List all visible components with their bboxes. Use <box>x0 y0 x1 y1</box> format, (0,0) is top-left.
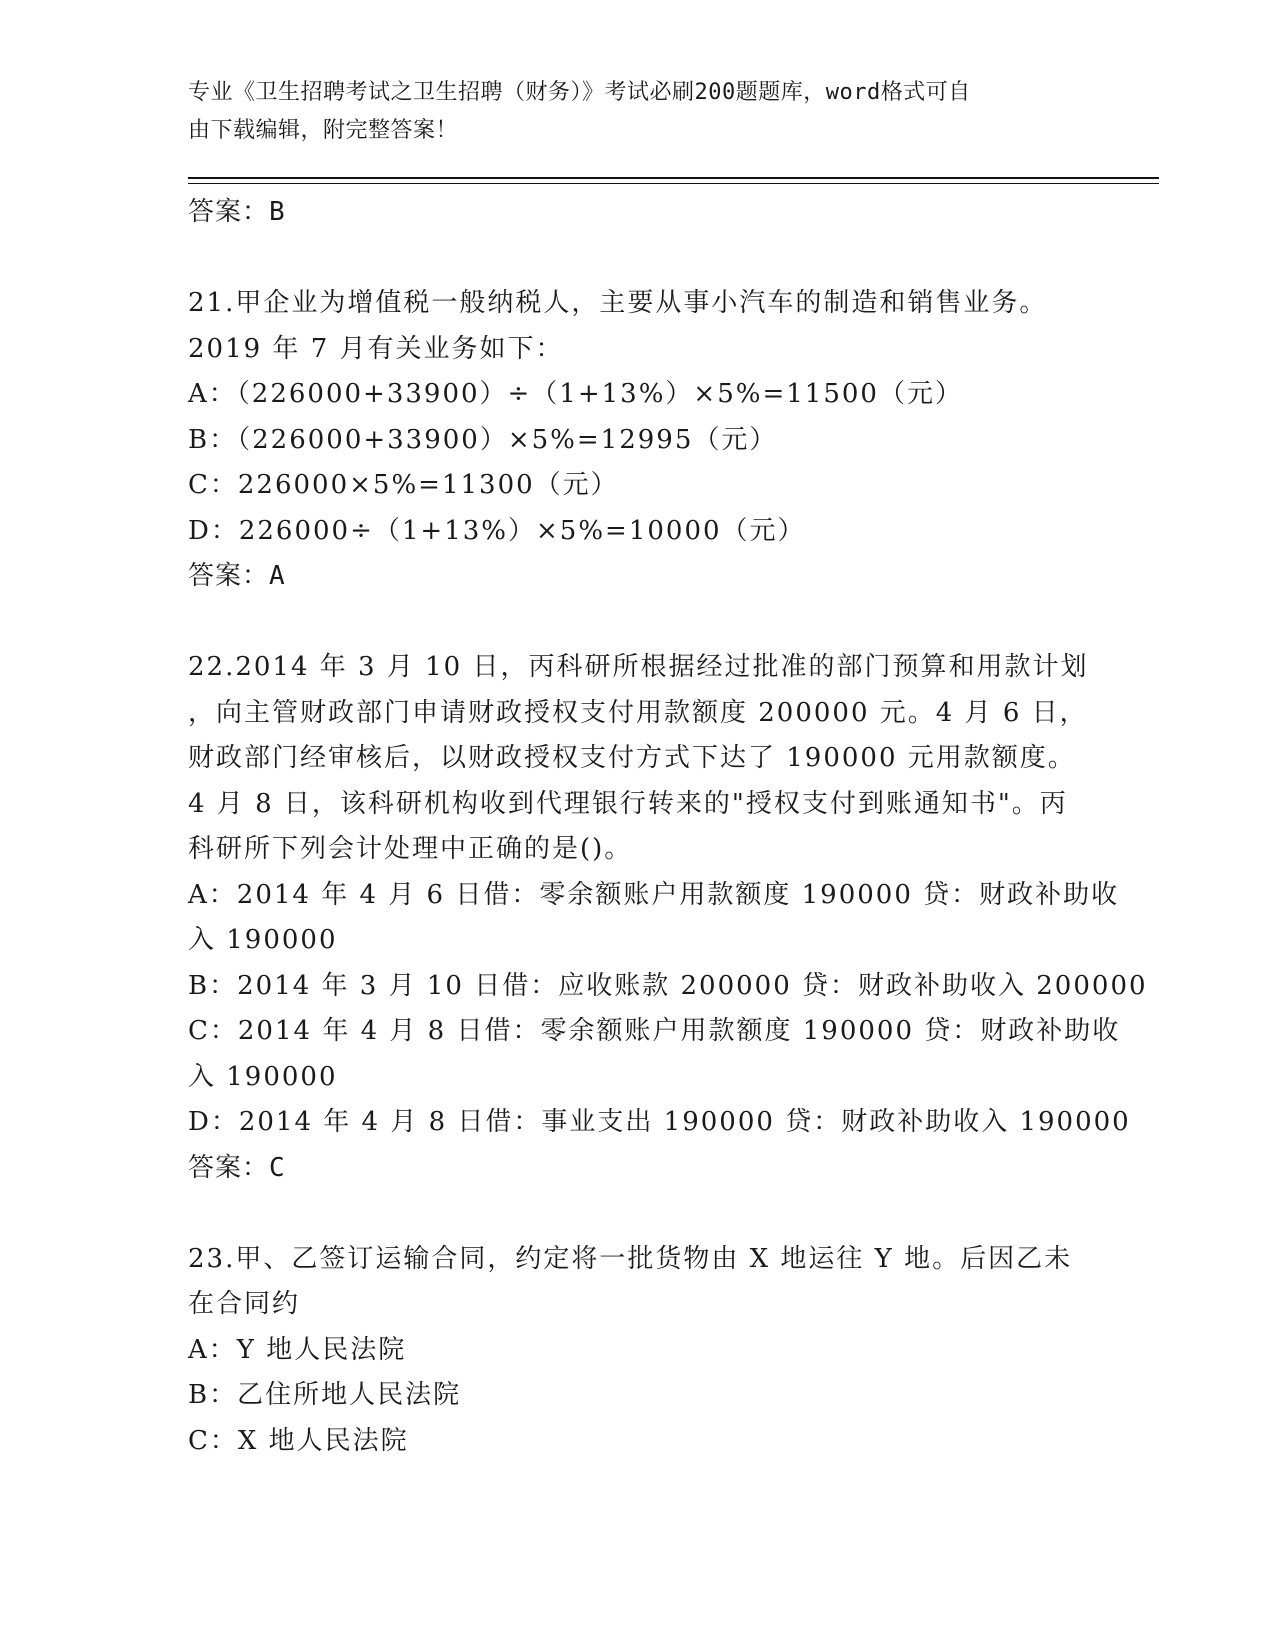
question-stem-line: 21.甲企业为增值税一般纳税人，主要从事小汽车的制造和销售业务。 <box>188 288 1048 318</box>
document-body <box>188 190 1148 1464</box>
question-22 <box>188 645 1148 1191</box>
option-b: B：（226000+33900）×5%=12995（元） <box>188 424 778 455</box>
spacer <box>188 600 1088 646</box>
option-a-continued: 入 190000 <box>188 925 338 955</box>
answer-previous: 答案：B <box>188 197 286 227</box>
spacer <box>188 1191 1088 1237</box>
question-stem-line: 4 月 8 日，该科研机构收到代理银行转来的"授权支付到账通知书"。丙 <box>188 788 1068 819</box>
spacer <box>188 236 1088 282</box>
header-divider-thin <box>188 183 1159 184</box>
question-stem-line: 23.甲、乙签订运输合同，约定将一批货物由 X 地运往 Y 地。后因乙未 <box>188 1243 1073 1274</box>
option-d: D：226000÷（1+13%）×5%=10000（元） <box>188 515 806 546</box>
question-23 <box>188 1237 1088 1465</box>
question-stem-line: 2019 年 7 月有关业务如下： <box>188 333 564 364</box>
answer-22: 答案：C <box>188 1152 286 1183</box>
header-line-1: 专业《卫生招聘考试之卫生招聘（财务）》考试必刷200题题库，word格式可自 <box>188 80 971 105</box>
option-c: C：226000×5%=11300（元） <box>188 470 619 500</box>
option-c: C：2014 年 4 月 8 日借：零余额账户用款额度 190000 贷：财政补助收 <box>188 1016 1121 1046</box>
option-b: B：乙住所地人民法院 <box>188 1380 462 1410</box>
question-stem-line: 科研所下列会计处理中正确的是()。 <box>188 834 633 864</box>
header-divider-thick <box>188 177 1159 179</box>
question-stem-line: 在合同约 <box>188 1289 301 1319</box>
option-a: A：（226000+33900）÷（1+13%）×5%=11500（元） <box>188 379 963 409</box>
question-stem-line: 22.2014 年 3 月 10 日，丙科研所根据经过批准的部门预算和用款计划 <box>188 652 1089 682</box>
question-stem-line: ，向主管财政部门申请财政授权支付用款额度 200000 元。4 月 6 日， <box>188 697 1088 728</box>
question-stem-line: 财政部门经审核后，以财政授权支付方式下达了 190000 元用款额度。 <box>188 743 1076 773</box>
option-a: A：2014 年 4 月 6 日借：零余额账户用款额度 190000 贷：财政补助收 <box>188 879 1120 910</box>
option-d: D：2014 年 4 月 8 日借：事业支出 190000 贷：财政补助收入 190000 <box>188 1107 1131 1137</box>
question-21 <box>188 281 1088 600</box>
option-c: C：X 地人民法院 <box>188 1425 409 1456</box>
answer-21: 答案：A <box>188 561 286 591</box>
header-line-2: 由下载编辑，附完整答案！ <box>188 118 459 143</box>
document-header <box>188 74 1068 150</box>
option-b: B：2014 年 3 月 10 日借：应收账款 200000 贷：财政补助收入 200000 <box>188 970 1148 1001</box>
option-a: A：Y 地人民法院 <box>188 1334 407 1365</box>
option-c-continued: 入 190000 <box>188 1061 338 1092</box>
